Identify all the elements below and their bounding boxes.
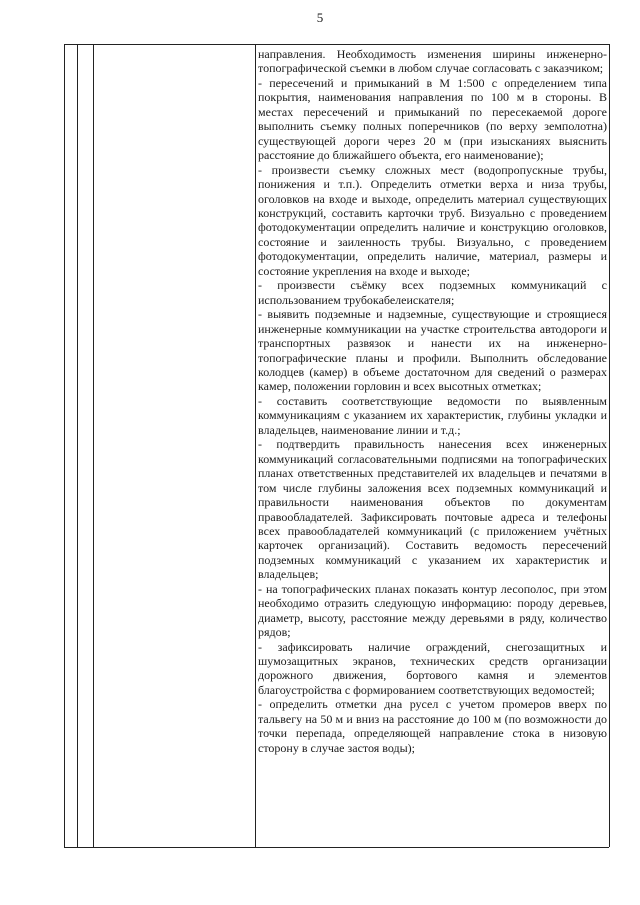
paragraph: - произвести съёмку всех подземных коммуникаций с использованием трубокабелеискателя; [258, 278, 607, 307]
paragraph: - подтвердить правильность нанесения всех инженерных коммуникаций согласовательными подписями на топографических планах ответственных представителей их владельцев и печатями в том числе глубины заложения всех подземных коммуникаций и правильности наименования объектов по документам правообладателей. Зафиксировать почтовые адреса и телефоны всех правообладателей коммуникаций (с приложением учётных карточек организаций). Составить ведомость пересечений подземных коммуникаций с указанием их характеристик и владельцев; [258, 437, 607, 582]
paragraph: - зафиксировать наличие ограждений, снегозащитных и шумозащитных экранов, технических средств организации дорожного движения, бортового камня и элементов благоустройства с формированием соответствующих ведомостей; [258, 639, 607, 697]
paragraph: - составить соответствующие ведомости по выявленным коммуникациям с указанием их характеристик, глубины укладки и владельцев, наименование линии и т.д.; [258, 393, 607, 437]
table-column-divider [255, 44, 256, 847]
table-column-divider [77, 44, 78, 847]
page-number: 5 [316, 10, 324, 25]
paragraph: - на топографических планах показать контур лесополос, при этом необходимо отразить следующую информацию: породу деревьев, диаметр, высоту, расстояние между деревьями в ряду, количество рядов; [258, 581, 607, 640]
table-border-right [609, 44, 610, 847]
paragraph: - определить отметки дна русел с учетом промеров вверх по тальвегу на 50 м и вниз на расстояние до 100 м (по возможности до точки перепада, определяющей направление стока в низовую сторону в случае застоя воды); [258, 697, 607, 755]
table-column-divider [93, 44, 94, 847]
paragraph: - произвести съемку сложных мест (водопропускные трубы, понижения и т.п.). Определить отметки верха и низа трубы, оголовков на входе и выходе, определить материал существующих конструкций, составить карточки труб. Визуально с проведением фотодокументации определить наличие и конструкцию оголовков, состояние и заиленность трубы. Визуально, с проведением фотодокументации, определить наличие, материал, размеры и состояние укрепления на входе и выходе; [258, 162, 607, 278]
paragraph: - выявить подземные и надземные, существующие и строящиеся инженерные коммуникации на участке строительства автодороги и транспортных развязок и нанести их на инженерно-топографические планы и профили. Выполнить обследование колодцев (камер) в объеме достаточном для сведений о размерах камер, положении горловин и всех высотных отметках; [258, 307, 607, 394]
table-border-left [64, 44, 65, 847]
requirements-text-cell [258, 47, 607, 755]
paragraph: - пересечений и примыканий в М 1:500 с определением типа покрытия, наименования направления по 100 м в стороны. В местах пересечений и примыканий по пересекаемой дороге выполнить съемку полных поперечников (по верху земполотна) существующей дороги через 20 м (при изысканиях выяснить расстояние до ближайшего объекта, его наименование); [258, 75, 607, 163]
paragraph: направления. Необходимость изменения ширины инженерно-топографической съемки в любом случае согласовать с заказчиком; [258, 47, 607, 76]
